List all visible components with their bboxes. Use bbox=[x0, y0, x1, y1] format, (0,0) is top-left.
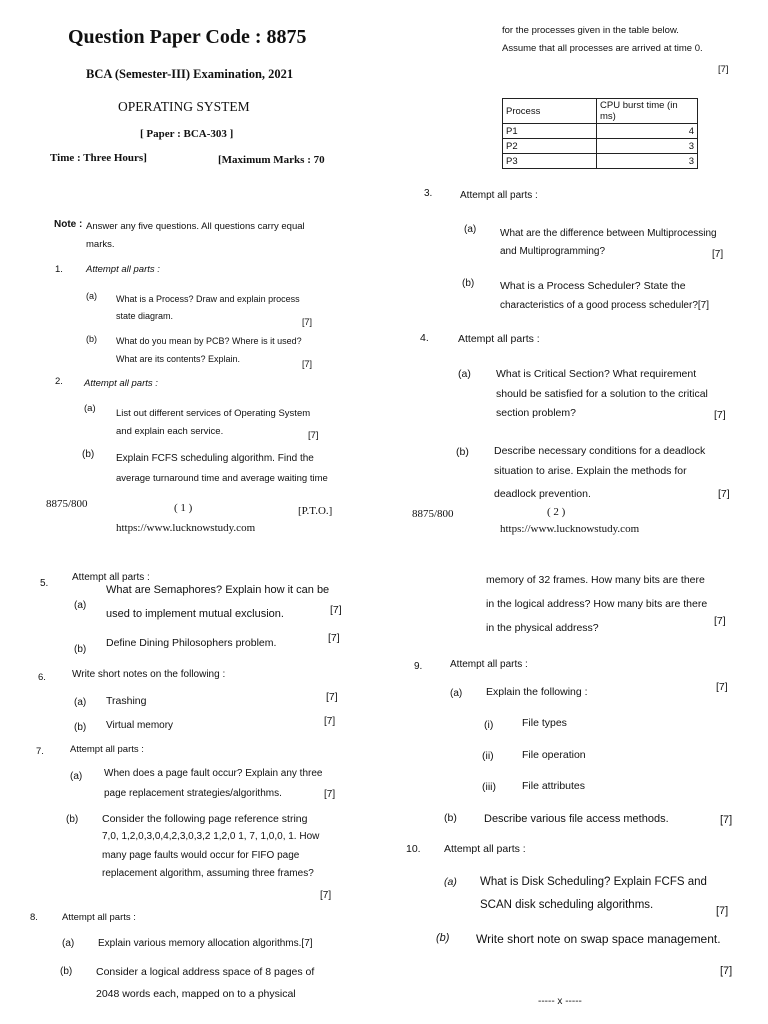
question-2-number: 2. bbox=[55, 376, 63, 387]
footer-code-page-1: 8875/800 bbox=[46, 498, 88, 510]
table-header-row bbox=[503, 99, 698, 124]
question-3-number: 3. bbox=[424, 188, 433, 199]
question-3a-line-2: and Multiprogramming? bbox=[500, 246, 606, 257]
question-5b-marks: [7] bbox=[328, 632, 340, 644]
question-1-number: 1. bbox=[55, 264, 63, 275]
question-9a-iii-label: (iii) bbox=[482, 781, 496, 793]
question-7b-label: (b) bbox=[66, 814, 79, 825]
question-2b-label: (b) bbox=[82, 449, 95, 460]
question-7a-label: (a) bbox=[70, 771, 83, 782]
question-6a-label: (a) bbox=[74, 697, 87, 708]
table-cell: P1 bbox=[503, 124, 597, 139]
question-4a-line-1: What is Critical Section? What requirement bbox=[496, 368, 697, 380]
question-4b-marks: [7] bbox=[718, 488, 730, 500]
question-1a-line-2: state diagram. bbox=[116, 311, 174, 321]
question-8b-marks: [7] bbox=[714, 615, 726, 627]
question-9b-marks: [7] bbox=[720, 814, 733, 826]
question-9-number: 9. bbox=[414, 661, 423, 672]
question-7a-marks: [7] bbox=[324, 789, 336, 800]
question-4a-label: (a) bbox=[458, 368, 471, 380]
table-row bbox=[503, 124, 698, 139]
question-5a-line-2: used to implement mutual exclusion. bbox=[106, 608, 284, 620]
question-6-title: Write short notes on the following : bbox=[72, 669, 226, 680]
question-2-title: Attempt all parts : bbox=[84, 378, 158, 389]
end-of-paper-mark: ----- x ----- bbox=[538, 996, 582, 1007]
max-marks-label: [Maximum Marks : 70 bbox=[218, 154, 325, 166]
question-4-number: 4. bbox=[420, 332, 429, 344]
question-9-title: Attempt all parts : bbox=[450, 659, 528, 670]
footer-pto: [P.T.O.] bbox=[298, 505, 333, 517]
footer-page-number-1: ( 1 ) bbox=[174, 502, 193, 514]
question-2a-label: (a) bbox=[84, 403, 96, 414]
table-row bbox=[503, 139, 698, 154]
question-7a-line-1: When does a page fault occur? Explain any three bbox=[104, 768, 323, 779]
question-3a-marks: [7] bbox=[712, 249, 724, 260]
question-1-title: Attempt all parts : bbox=[86, 264, 160, 275]
question-9b-label: (b) bbox=[444, 812, 457, 824]
question-8a-line-1: Explain various memory allocation algorithms.[7] bbox=[98, 938, 313, 949]
question-7b-line-1: Consider the following page reference string bbox=[102, 813, 308, 825]
question-1a-label: (a) bbox=[86, 291, 97, 301]
question-5b-label: (b) bbox=[74, 644, 87, 655]
question-3b-label: (b) bbox=[462, 278, 475, 289]
question-10a-label: (a) bbox=[444, 876, 457, 888]
question-10-number: 10. bbox=[406, 843, 421, 855]
paper-code-title: Question Paper Code : 8875 bbox=[68, 26, 307, 48]
question-2a-marks: [7] bbox=[308, 430, 319, 441]
footer-page-number-2: ( 2 ) bbox=[547, 506, 566, 518]
process-table bbox=[502, 98, 698, 169]
question-7b-marks: [7] bbox=[320, 890, 332, 901]
question-8b-label: (b) bbox=[60, 966, 73, 977]
question-8b-line-5: in the physical address? bbox=[486, 622, 599, 634]
question-2a-line-1: List out different services of Operating System bbox=[116, 408, 311, 419]
question-6b-line-1: Virtual memory bbox=[106, 720, 174, 731]
question-8b-line-4: in the logical address? How many bits are there bbox=[486, 598, 708, 610]
question-4a-line-3: section problem? bbox=[496, 407, 576, 419]
footer-code-page-2: 8875/800 bbox=[412, 508, 454, 520]
question-1a-line-1: What is a Process? Draw and explain process bbox=[116, 294, 300, 304]
question-3b-line-2: characteristics of a good process scheduler?[7] bbox=[500, 300, 709, 311]
question-3a-line-1: What are the difference between Multiprocessing bbox=[500, 228, 717, 239]
paper-number: [ Paper : BCA-303 ] bbox=[140, 128, 234, 140]
table-cell: P2 bbox=[503, 139, 597, 154]
question-4b-label: (b) bbox=[456, 446, 469, 458]
table-header-burst: CPU burst time (in ms) bbox=[597, 99, 698, 124]
question-10b-line-1: Write short note on swap space management. bbox=[476, 932, 721, 946]
question-8b-line-3: memory of 32 frames. How many bits are there bbox=[486, 574, 705, 586]
note-label: Note : bbox=[54, 219, 83, 230]
question-1b-label: (b) bbox=[86, 334, 97, 344]
table-cell: 3 bbox=[597, 154, 698, 169]
footer-url-page-1: https://www.lucknowstudy.com bbox=[116, 522, 256, 534]
question-5-title: Attempt all parts : bbox=[72, 572, 150, 583]
question-6b-label: (b) bbox=[74, 722, 87, 733]
question-10-title: Attempt all parts : bbox=[444, 843, 526, 855]
table-header-process: Process bbox=[503, 99, 597, 124]
question-6a-line-1: Trashing bbox=[106, 695, 147, 707]
question-10a-marks: [7] bbox=[716, 905, 729, 917]
question-10b-marks: [7] bbox=[720, 965, 733, 977]
question-1b-line-1: What do you mean by PCB? Where is it used? bbox=[116, 336, 302, 346]
question-1b-line-2: What are its contents? Explain. bbox=[116, 354, 241, 364]
note-text-2: marks. bbox=[86, 239, 115, 250]
question-8b-line-2: 2048 words each, mapped on to a physical bbox=[96, 988, 296, 1000]
question-9a-marks: [7] bbox=[716, 681, 728, 693]
question-1a-marks: [7] bbox=[302, 317, 313, 327]
question-9a-i-text: File types bbox=[522, 717, 567, 729]
question-3-title: Attempt all parts : bbox=[460, 190, 538, 201]
question-6a-marks: [7] bbox=[326, 691, 338, 703]
question-9a-line-1: Explain the following : bbox=[486, 686, 588, 698]
question-2b-line-4: Assume that all processes are arrived at time 0. bbox=[502, 43, 703, 54]
question-7-number: 7. bbox=[36, 746, 44, 757]
question-4a-marks: [7] bbox=[714, 409, 726, 421]
question-6b-marks: [7] bbox=[324, 716, 336, 727]
question-7b-line-2: 7,0, 1,2,0,3,0,4,2,3,0,3,2 1,2,0 1, 7, 1,0,0, 1. How bbox=[102, 831, 320, 842]
question-5b-line-1: Define Dining Philosophers problem. bbox=[106, 637, 277, 649]
question-8a-label: (a) bbox=[62, 938, 75, 949]
footer-url-page-2: https://www.lucknowstudy.com bbox=[500, 523, 640, 535]
question-7a-line-2: page replacement strategies/algorithms. bbox=[104, 788, 282, 799]
question-5-number: 5. bbox=[40, 578, 49, 589]
question-2b-marks: [7] bbox=[718, 64, 729, 75]
question-9a-i-label: (i) bbox=[484, 719, 494, 731]
question-10a-line-1: What is Disk Scheduling? Explain FCFS and bbox=[480, 876, 707, 888]
question-4b-line-1: Describe necessary conditions for a deadlock bbox=[494, 445, 706, 457]
question-4b-line-2: situation to arise. Explain the methods for bbox=[494, 465, 687, 477]
question-2b-line-1: Explain FCFS scheduling algorithm. Find the bbox=[116, 453, 314, 464]
question-10b-label: (b) bbox=[436, 932, 450, 944]
table-cell: 4 bbox=[597, 124, 698, 139]
question-9b-line-1: Describe various file access methods. bbox=[484, 813, 669, 825]
table-row bbox=[503, 154, 698, 169]
question-10a-line-2: SCAN disk scheduling algorithms. bbox=[480, 899, 654, 911]
question-7-title: Attempt all parts : bbox=[70, 744, 144, 755]
subject-title: OPERATING SYSTEM bbox=[118, 99, 250, 114]
question-9a-ii-text: File operation bbox=[522, 749, 586, 761]
question-7b-line-3: many page faults would occur for FIFO page bbox=[102, 850, 300, 861]
time-label: Time : Three Hours] bbox=[50, 152, 147, 164]
question-5a-marks: [7] bbox=[330, 604, 342, 616]
note-text: Answer any five questions. All questions carry equal bbox=[86, 221, 305, 232]
question-9a-iii-text: File attributes bbox=[522, 780, 586, 792]
question-8-number: 8. bbox=[30, 912, 38, 923]
question-7b-line-4: replacement algorithm, assuming three frames? bbox=[102, 868, 314, 879]
question-6-number: 6. bbox=[38, 672, 46, 683]
exam-title: BCA (Semester-III) Examination, 2021 bbox=[86, 67, 294, 81]
question-2b-line-2: average turnaround time and average waiting time bbox=[116, 473, 328, 484]
question-5a-label: (a) bbox=[74, 600, 87, 611]
question-4-title: Attempt all parts : bbox=[458, 333, 540, 345]
question-3b-line-1: What is a Process Scheduler? State the bbox=[500, 280, 686, 292]
question-9a-ii-label: (ii) bbox=[482, 750, 494, 762]
question-9a-label: (a) bbox=[450, 688, 463, 699]
question-3a-label: (a) bbox=[464, 224, 477, 235]
question-8-title: Attempt all parts : bbox=[62, 912, 136, 923]
question-4b-line-3: deadlock prevention. bbox=[494, 488, 591, 500]
question-4a-line-2: should be satisfied for a solution to the critical bbox=[496, 388, 708, 400]
question-2b-line-3: for the processes given in the table below. bbox=[502, 25, 679, 36]
question-1b-marks: [7] bbox=[302, 359, 313, 369]
question-5a-line-1: What are Semaphores? Explain how it can be bbox=[106, 584, 330, 596]
question-2a-line-2: and explain each service. bbox=[116, 426, 224, 437]
question-8b-line-1: Consider a logical address space of 8 pages of bbox=[96, 966, 315, 978]
table-cell: P3 bbox=[503, 154, 597, 169]
table-cell: 3 bbox=[597, 139, 698, 154]
